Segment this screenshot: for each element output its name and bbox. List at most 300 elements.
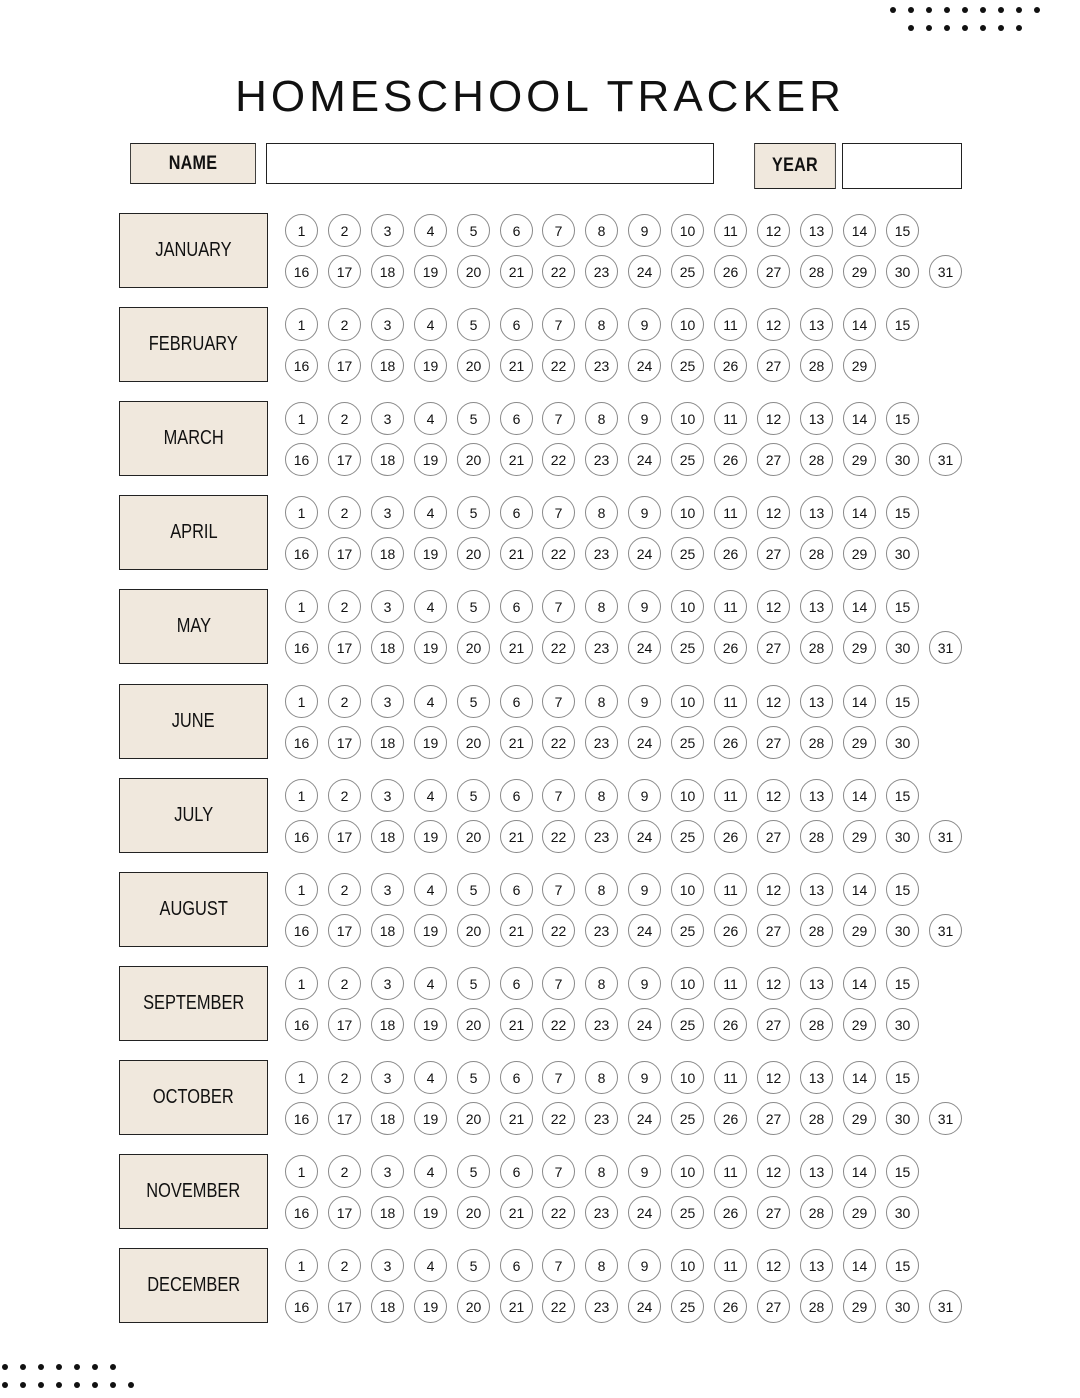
day-circle[interactable]: 14	[843, 967, 876, 1000]
day-circle[interactable]: 9	[628, 496, 661, 529]
day-circle[interactable]: 27	[757, 1290, 790, 1323]
day-circle[interactable]: 27	[757, 255, 790, 288]
day-circle[interactable]: 12	[757, 1155, 790, 1188]
day-circle[interactable]: 23	[585, 255, 618, 288]
day-circle[interactable]: 13	[800, 308, 833, 341]
day-circle[interactable]: 11	[714, 1155, 747, 1188]
day-circle[interactable]: 1	[285, 496, 318, 529]
day-circle[interactable]: 29	[843, 914, 876, 947]
day-circle[interactable]: 28	[800, 631, 833, 664]
day-circle[interactable]: 3	[371, 496, 404, 529]
day-circle[interactable]: 25	[671, 914, 704, 947]
day-circle[interactable]: 29	[843, 820, 876, 853]
day-circle[interactable]: 20	[457, 1008, 490, 1041]
day-circle[interactable]: 19	[414, 443, 447, 476]
day-circle[interactable]: 10	[671, 1061, 704, 1094]
day-circle[interactable]: 29	[843, 726, 876, 759]
day-circle[interactable]: 19	[414, 726, 447, 759]
day-circle[interactable]: 4	[414, 967, 447, 1000]
day-circle[interactable]: 12	[757, 402, 790, 435]
day-circle[interactable]: 25	[671, 726, 704, 759]
day-circle[interactable]: 22	[542, 726, 575, 759]
day-circle[interactable]: 7	[542, 967, 575, 1000]
day-circle[interactable]: 26	[714, 820, 747, 853]
day-circle[interactable]: 14	[843, 308, 876, 341]
day-circle[interactable]: 8	[585, 967, 618, 1000]
day-circle[interactable]: 28	[800, 1290, 833, 1323]
day-circle[interactable]: 17	[328, 631, 361, 664]
day-circle[interactable]: 6	[500, 308, 533, 341]
day-circle[interactable]: 25	[671, 443, 704, 476]
day-circle[interactable]: 30	[886, 1102, 919, 1135]
day-circle[interactable]: 26	[714, 914, 747, 947]
day-circle[interactable]: 21	[500, 349, 533, 382]
day-circle[interactable]: 9	[628, 402, 661, 435]
day-circle[interactable]: 29	[843, 1196, 876, 1229]
day-circle[interactable]: 19	[414, 1102, 447, 1135]
day-circle[interactable]: 12	[757, 685, 790, 718]
day-circle[interactable]: 12	[757, 967, 790, 1000]
day-circle[interactable]: 12	[757, 214, 790, 247]
day-circle[interactable]: 24	[628, 1196, 661, 1229]
day-circle[interactable]: 30	[886, 1008, 919, 1041]
day-circle[interactable]: 16	[285, 1290, 318, 1323]
day-circle[interactable]: 17	[328, 1290, 361, 1323]
day-circle[interactable]: 10	[671, 1249, 704, 1282]
day-circle[interactable]: 8	[585, 214, 618, 247]
day-circle[interactable]: 24	[628, 726, 661, 759]
day-circle[interactable]: 2	[328, 1155, 361, 1188]
day-circle[interactable]: 6	[500, 873, 533, 906]
day-circle[interactable]: 28	[800, 537, 833, 570]
day-circle[interactable]: 19	[414, 1008, 447, 1041]
day-circle[interactable]: 4	[414, 685, 447, 718]
day-circle[interactable]: 12	[757, 308, 790, 341]
day-circle[interactable]: 21	[500, 443, 533, 476]
day-circle[interactable]: 4	[414, 402, 447, 435]
day-circle[interactable]: 4	[414, 873, 447, 906]
day-circle[interactable]: 15	[886, 308, 919, 341]
day-circle[interactable]: 3	[371, 685, 404, 718]
day-circle[interactable]: 27	[757, 726, 790, 759]
day-circle[interactable]: 14	[843, 1061, 876, 1094]
day-circle[interactable]: 21	[500, 820, 533, 853]
day-circle[interactable]: 15	[886, 1061, 919, 1094]
day-circle[interactable]: 17	[328, 255, 361, 288]
day-circle[interactable]: 19	[414, 914, 447, 947]
day-circle[interactable]: 7	[542, 308, 575, 341]
day-circle[interactable]: 25	[671, 1196, 704, 1229]
day-circle[interactable]: 10	[671, 1155, 704, 1188]
day-circle[interactable]: 4	[414, 779, 447, 812]
day-circle[interactable]: 26	[714, 1196, 747, 1229]
day-circle[interactable]: 4	[414, 496, 447, 529]
day-circle[interactable]: 5	[457, 214, 490, 247]
day-circle[interactable]: 19	[414, 537, 447, 570]
day-circle[interactable]: 25	[671, 255, 704, 288]
day-circle[interactable]: 28	[800, 1008, 833, 1041]
day-circle[interactable]: 18	[371, 255, 404, 288]
day-circle[interactable]: 29	[843, 537, 876, 570]
day-circle[interactable]: 6	[500, 402, 533, 435]
day-circle[interactable]: 13	[800, 873, 833, 906]
day-circle[interactable]: 9	[628, 1061, 661, 1094]
day-circle[interactable]: 18	[371, 1008, 404, 1041]
day-circle[interactable]: 29	[843, 255, 876, 288]
day-circle[interactable]: 13	[800, 1249, 833, 1282]
day-circle[interactable]: 28	[800, 726, 833, 759]
day-circle[interactable]: 14	[843, 1249, 876, 1282]
day-circle[interactable]: 11	[714, 402, 747, 435]
day-circle[interactable]: 25	[671, 537, 704, 570]
day-circle[interactable]: 16	[285, 914, 318, 947]
day-circle[interactable]: 18	[371, 631, 404, 664]
day-circle[interactable]: 24	[628, 443, 661, 476]
day-circle[interactable]: 21	[500, 1102, 533, 1135]
day-circle[interactable]: 18	[371, 820, 404, 853]
day-circle[interactable]: 20	[457, 443, 490, 476]
day-circle[interactable]: 28	[800, 443, 833, 476]
day-circle[interactable]: 22	[542, 443, 575, 476]
day-circle[interactable]: 1	[285, 967, 318, 1000]
day-circle[interactable]: 2	[328, 214, 361, 247]
day-circle[interactable]: 11	[714, 1249, 747, 1282]
day-circle[interactable]: 14	[843, 873, 876, 906]
day-circle[interactable]: 5	[457, 496, 490, 529]
day-circle[interactable]: 31	[929, 820, 962, 853]
day-circle[interactable]: 18	[371, 349, 404, 382]
day-circle[interactable]: 3	[371, 402, 404, 435]
day-circle[interactable]: 6	[500, 967, 533, 1000]
day-circle[interactable]: 7	[542, 779, 575, 812]
day-circle[interactable]: 17	[328, 349, 361, 382]
day-circle[interactable]: 30	[886, 820, 919, 853]
day-circle[interactable]: 2	[328, 590, 361, 623]
day-circle[interactable]: 17	[328, 1008, 361, 1041]
day-circle[interactable]: 12	[757, 1249, 790, 1282]
day-circle[interactable]: 4	[414, 1061, 447, 1094]
day-circle[interactable]: 12	[757, 779, 790, 812]
day-circle[interactable]: 9	[628, 779, 661, 812]
day-circle[interactable]: 6	[500, 590, 533, 623]
day-circle[interactable]: 19	[414, 1290, 447, 1323]
day-circle[interactable]: 2	[328, 1061, 361, 1094]
day-circle[interactable]: 8	[585, 873, 618, 906]
day-circle[interactable]: 16	[285, 726, 318, 759]
day-circle[interactable]: 7	[542, 1249, 575, 1282]
day-circle[interactable]: 12	[757, 873, 790, 906]
day-circle[interactable]: 25	[671, 349, 704, 382]
day-circle[interactable]: 14	[843, 1155, 876, 1188]
day-circle[interactable]: 22	[542, 255, 575, 288]
day-circle[interactable]: 27	[757, 914, 790, 947]
day-circle[interactable]: 23	[585, 631, 618, 664]
day-circle[interactable]: 25	[671, 1102, 704, 1135]
day-circle[interactable]: 15	[886, 1249, 919, 1282]
day-circle[interactable]: 11	[714, 214, 747, 247]
day-circle[interactable]: 20	[457, 631, 490, 664]
day-circle[interactable]: 2	[328, 402, 361, 435]
day-circle[interactable]: 29	[843, 443, 876, 476]
day-circle[interactable]: 10	[671, 590, 704, 623]
day-circle[interactable]: 29	[843, 1290, 876, 1323]
day-circle[interactable]: 8	[585, 1155, 618, 1188]
day-circle[interactable]: 5	[457, 967, 490, 1000]
day-circle[interactable]: 19	[414, 349, 447, 382]
day-circle[interactable]: 30	[886, 443, 919, 476]
day-circle[interactable]: 7	[542, 214, 575, 247]
day-circle[interactable]: 29	[843, 349, 876, 382]
day-circle[interactable]: 21	[500, 255, 533, 288]
day-circle[interactable]: 26	[714, 537, 747, 570]
day-circle[interactable]: 11	[714, 967, 747, 1000]
day-circle[interactable]: 21	[500, 1008, 533, 1041]
day-circle[interactable]: 4	[414, 308, 447, 341]
day-circle[interactable]: 21	[500, 537, 533, 570]
day-circle[interactable]: 23	[585, 1102, 618, 1135]
day-circle[interactable]: 6	[500, 1061, 533, 1094]
day-circle[interactable]: 15	[886, 685, 919, 718]
day-circle[interactable]: 15	[886, 496, 919, 529]
day-circle[interactable]: 25	[671, 1290, 704, 1323]
day-circle[interactable]: 30	[886, 537, 919, 570]
day-circle[interactable]: 27	[757, 820, 790, 853]
day-circle[interactable]: 30	[886, 255, 919, 288]
day-circle[interactable]: 9	[628, 685, 661, 718]
day-circle[interactable]: 9	[628, 873, 661, 906]
day-circle[interactable]: 14	[843, 496, 876, 529]
day-circle[interactable]: 9	[628, 214, 661, 247]
day-circle[interactable]: 29	[843, 631, 876, 664]
day-circle[interactable]: 21	[500, 914, 533, 947]
day-circle[interactable]: 10	[671, 779, 704, 812]
day-circle[interactable]: 12	[757, 1061, 790, 1094]
day-circle[interactable]: 31	[929, 631, 962, 664]
day-circle[interactable]: 22	[542, 1290, 575, 1323]
day-circle[interactable]: 23	[585, 914, 618, 947]
day-circle[interactable]: 27	[757, 1102, 790, 1135]
day-circle[interactable]: 31	[929, 255, 962, 288]
day-circle[interactable]: 1	[285, 873, 318, 906]
day-circle[interactable]: 20	[457, 537, 490, 570]
day-circle[interactable]: 1	[285, 1249, 318, 1282]
day-circle[interactable]: 4	[414, 1249, 447, 1282]
day-circle[interactable]: 16	[285, 1196, 318, 1229]
day-circle[interactable]: 18	[371, 1102, 404, 1135]
day-circle[interactable]: 22	[542, 349, 575, 382]
day-circle[interactable]: 9	[628, 1249, 661, 1282]
day-circle[interactable]: 15	[886, 873, 919, 906]
day-circle[interactable]: 14	[843, 214, 876, 247]
day-circle[interactable]: 27	[757, 1196, 790, 1229]
day-circle[interactable]: 15	[886, 214, 919, 247]
day-circle[interactable]: 15	[886, 967, 919, 1000]
day-circle[interactable]: 13	[800, 402, 833, 435]
day-circle[interactable]: 6	[500, 1155, 533, 1188]
day-circle[interactable]: 28	[800, 1196, 833, 1229]
day-circle[interactable]: 26	[714, 631, 747, 664]
day-circle[interactable]: 5	[457, 1249, 490, 1282]
day-circle[interactable]: 25	[671, 820, 704, 853]
day-circle[interactable]: 26	[714, 726, 747, 759]
day-circle[interactable]: 24	[628, 914, 661, 947]
day-circle[interactable]: 31	[929, 1102, 962, 1135]
day-circle[interactable]: 26	[714, 1008, 747, 1041]
day-circle[interactable]: 18	[371, 1290, 404, 1323]
day-circle[interactable]: 19	[414, 631, 447, 664]
day-circle[interactable]: 16	[285, 255, 318, 288]
day-circle[interactable]: 8	[585, 685, 618, 718]
day-circle[interactable]: 6	[500, 496, 533, 529]
day-circle[interactable]: 8	[585, 402, 618, 435]
day-circle[interactable]: 13	[800, 1155, 833, 1188]
day-circle[interactable]: 7	[542, 590, 575, 623]
day-circle[interactable]: 6	[500, 214, 533, 247]
day-circle[interactable]: 24	[628, 1102, 661, 1135]
day-circle[interactable]: 13	[800, 779, 833, 812]
day-circle[interactable]: 12	[757, 590, 790, 623]
day-circle[interactable]: 16	[285, 631, 318, 664]
day-circle[interactable]: 19	[414, 820, 447, 853]
day-circle[interactable]: 8	[585, 1061, 618, 1094]
day-circle[interactable]: 3	[371, 779, 404, 812]
day-circle[interactable]: 30	[886, 914, 919, 947]
day-circle[interactable]: 7	[542, 402, 575, 435]
day-circle[interactable]: 13	[800, 214, 833, 247]
day-circle[interactable]: 5	[457, 402, 490, 435]
day-circle[interactable]: 24	[628, 537, 661, 570]
day-circle[interactable]: 16	[285, 820, 318, 853]
day-circle[interactable]: 2	[328, 1249, 361, 1282]
day-circle[interactable]: 1	[285, 214, 318, 247]
day-circle[interactable]: 25	[671, 1008, 704, 1041]
day-circle[interactable]: 23	[585, 537, 618, 570]
day-circle[interactable]: 20	[457, 726, 490, 759]
day-circle[interactable]: 7	[542, 1155, 575, 1188]
day-circle[interactable]: 2	[328, 308, 361, 341]
day-circle[interactable]: 17	[328, 914, 361, 947]
name-field[interactable]	[266, 143, 714, 184]
day-circle[interactable]: 29	[843, 1102, 876, 1135]
day-circle[interactable]: 1	[285, 1061, 318, 1094]
day-circle[interactable]: 27	[757, 631, 790, 664]
day-circle[interactable]: 28	[800, 349, 833, 382]
day-circle[interactable]: 17	[328, 537, 361, 570]
day-circle[interactable]: 7	[542, 873, 575, 906]
day-circle[interactable]: 20	[457, 914, 490, 947]
day-circle[interactable]: 16	[285, 1008, 318, 1041]
day-circle[interactable]: 2	[328, 685, 361, 718]
day-circle[interactable]: 2	[328, 967, 361, 1000]
day-circle[interactable]: 14	[843, 402, 876, 435]
day-circle[interactable]: 10	[671, 685, 704, 718]
day-circle[interactable]: 22	[542, 1102, 575, 1135]
day-circle[interactable]: 7	[542, 1061, 575, 1094]
day-circle[interactable]: 15	[886, 779, 919, 812]
day-circle[interactable]: 7	[542, 496, 575, 529]
day-circle[interactable]: 9	[628, 590, 661, 623]
day-circle[interactable]: 18	[371, 443, 404, 476]
day-circle[interactable]: 23	[585, 1290, 618, 1323]
day-circle[interactable]: 8	[585, 1249, 618, 1282]
day-circle[interactable]: 20	[457, 820, 490, 853]
day-circle[interactable]: 3	[371, 590, 404, 623]
day-circle[interactable]: 18	[371, 914, 404, 947]
day-circle[interactable]: 28	[800, 914, 833, 947]
day-circle[interactable]: 22	[542, 820, 575, 853]
day-circle[interactable]: 6	[500, 1249, 533, 1282]
day-circle[interactable]: 17	[328, 726, 361, 759]
year-field[interactable]	[842, 143, 962, 189]
day-circle[interactable]: 26	[714, 443, 747, 476]
day-circle[interactable]: 19	[414, 1196, 447, 1229]
day-circle[interactable]: 6	[500, 685, 533, 718]
day-circle[interactable]: 29	[843, 1008, 876, 1041]
day-circle[interactable]: 26	[714, 349, 747, 382]
day-circle[interactable]: 4	[414, 214, 447, 247]
day-circle[interactable]: 3	[371, 1061, 404, 1094]
day-circle[interactable]: 10	[671, 308, 704, 341]
day-circle[interactable]: 9	[628, 308, 661, 341]
day-circle[interactable]: 11	[714, 873, 747, 906]
day-circle[interactable]: 10	[671, 967, 704, 1000]
day-circle[interactable]: 19	[414, 255, 447, 288]
day-circle[interactable]: 3	[371, 873, 404, 906]
day-circle[interactable]: 8	[585, 779, 618, 812]
day-circle[interactable]: 21	[500, 1290, 533, 1323]
day-circle[interactable]: 30	[886, 726, 919, 759]
day-circle[interactable]: 20	[457, 1102, 490, 1135]
day-circle[interactable]: 5	[457, 779, 490, 812]
day-circle[interactable]: 27	[757, 349, 790, 382]
day-circle[interactable]: 6	[500, 779, 533, 812]
day-circle[interactable]: 10	[671, 873, 704, 906]
day-circle[interactable]: 17	[328, 1102, 361, 1135]
day-circle[interactable]: 10	[671, 214, 704, 247]
day-circle[interactable]: 3	[371, 214, 404, 247]
day-circle[interactable]: 5	[457, 308, 490, 341]
day-circle[interactable]: 1	[285, 308, 318, 341]
day-circle[interactable]: 23	[585, 726, 618, 759]
day-circle[interactable]: 31	[929, 443, 962, 476]
day-circle[interactable]: 15	[886, 1155, 919, 1188]
day-circle[interactable]: 22	[542, 914, 575, 947]
day-circle[interactable]: 11	[714, 779, 747, 812]
day-circle[interactable]: 9	[628, 1155, 661, 1188]
day-circle[interactable]: 13	[800, 590, 833, 623]
day-circle[interactable]: 27	[757, 537, 790, 570]
day-circle[interactable]: 16	[285, 443, 318, 476]
day-circle[interactable]: 1	[285, 779, 318, 812]
day-circle[interactable]: 26	[714, 1102, 747, 1135]
day-circle[interactable]: 23	[585, 349, 618, 382]
day-circle[interactable]: 5	[457, 1155, 490, 1188]
day-circle[interactable]: 15	[886, 402, 919, 435]
day-circle[interactable]: 24	[628, 349, 661, 382]
day-circle[interactable]: 28	[800, 820, 833, 853]
day-circle[interactable]: 13	[800, 967, 833, 1000]
day-circle[interactable]: 18	[371, 537, 404, 570]
day-circle[interactable]: 3	[371, 967, 404, 1000]
day-circle[interactable]: 24	[628, 631, 661, 664]
day-circle[interactable]: 20	[457, 1196, 490, 1229]
day-circle[interactable]: 22	[542, 537, 575, 570]
day-circle[interactable]: 9	[628, 967, 661, 1000]
day-circle[interactable]: 30	[886, 1290, 919, 1323]
day-circle[interactable]: 2	[328, 496, 361, 529]
day-circle[interactable]: 11	[714, 1061, 747, 1094]
day-circle[interactable]: 26	[714, 255, 747, 288]
